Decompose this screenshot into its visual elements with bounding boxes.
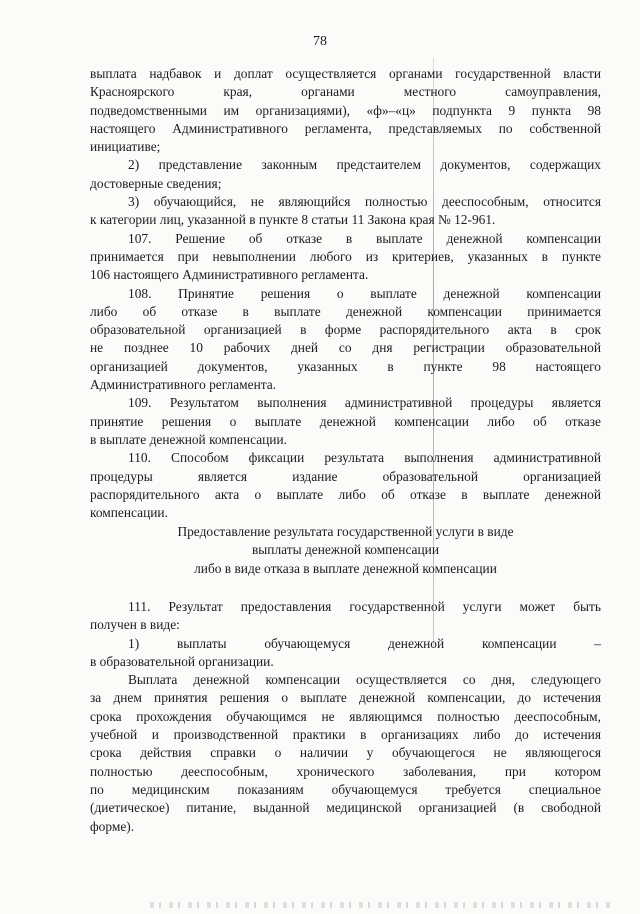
text-line: 107. Решение об отказе в выплате денежной компенсации [128, 230, 601, 246]
text-line: 1) выплаты обучающемуся денежной компенсации – [128, 635, 601, 651]
text-line: 2) представление законным предстаителем документов, содержащих [128, 157, 601, 173]
text-line: не позднее 10 рабочих дней со дня регистрации образовательной [90, 340, 601, 356]
page-number: 78 [313, 34, 327, 49]
text-line: либо об отказе в выплате денежной компенсации принимается [90, 303, 601, 319]
text-line: принимается при невыполнении любого из критериев, указанных в пункте [90, 248, 601, 264]
text-line: срока действия справки о наличии у обучающегося не являющегося [90, 745, 601, 761]
text-line: Красноярского края, органами местного самоуправления, [90, 84, 601, 100]
text-line: за днем принятия решения о выплате денежной компенсации, до истечения [90, 690, 601, 706]
text-line: подведомственными им организациями), «ф»–«ц» подпункта 9 пункта 98 [90, 102, 601, 118]
text-line: получен в виде: [90, 617, 180, 633]
body-text-top [90, 65, 601, 522]
text-line: компенсации. [90, 505, 168, 521]
body-text-bottom [90, 598, 601, 836]
text-line: по медицинским показаниям обучающемуся требуется специальное [90, 781, 601, 797]
section-heading [90, 523, 601, 578]
text-line: Административного регламента. [90, 377, 277, 393]
text-line: в образовательной организации. [90, 653, 274, 669]
text-line: 106 настоящего Административного регламента. [90, 267, 369, 283]
text-line: форме). [90, 818, 135, 834]
heading-line: выплаты денежной компенсации [251, 542, 440, 558]
text-line: в выплате денежной компенсации. [90, 431, 287, 447]
text-line: образовательной организацией в форме распорядительного акта в срок [90, 322, 601, 338]
text-line: учебной и производственной практики в организациях либо до истечения [90, 727, 601, 743]
text-line: распорядительного акта о выплате либо об отказе в выплате денежной [90, 486, 601, 502]
text-line: (диетическое) питание, выданной медицинской организацией (в свободной [90, 800, 601, 816]
text-line: инициативе; [90, 139, 161, 155]
text-line: Выплата денежной компенсации осуществляется со дня, следующего [128, 672, 601, 688]
heading-line: Предоставление результата государственной услуги в виде [177, 524, 514, 539]
text-line: 108. Принятие решения о выплате денежной компенсации [128, 285, 601, 301]
text-line: настоящего Административного регламента, представляемых по собственной [90, 120, 601, 136]
text-line: организацией документов, указанных в пункте 98 настоящего [90, 358, 601, 374]
text-line: к категории лиц, указанной в пункте 8 статьи 11 Закона края № 12-961. [90, 212, 496, 228]
text-line: 111. Результат предоставления государственной услуги может быть [128, 599, 601, 614]
text-line: срока прохождения обучающимся не являющимся полностью дееспособным, [90, 708, 601, 724]
text-line: выплата надбавок и доплат осуществляется органами государственной власти [90, 66, 601, 81]
heading-line: либо в виде отказа в выплате денежной компенсации [194, 560, 497, 576]
text-line: 3) обучающийся, не являющийся полностью дееспособным, относится [128, 194, 601, 210]
text-line: 109. Результатом выполнения административной процедуры является [128, 395, 601, 411]
scan-noise-strip [150, 902, 610, 908]
text-line: 110. Способом фиксации результата выполнения административной [128, 450, 601, 466]
text-line: достоверные сведения; [90, 175, 222, 191]
text-line: принятие решения о выплате денежной компенсации либо об отказе [90, 413, 601, 429]
text-line: процедуры является издание образовательной организацией [90, 468, 601, 484]
text-line: полностью дееспособным, хронического заболевания, при котором [90, 763, 601, 779]
